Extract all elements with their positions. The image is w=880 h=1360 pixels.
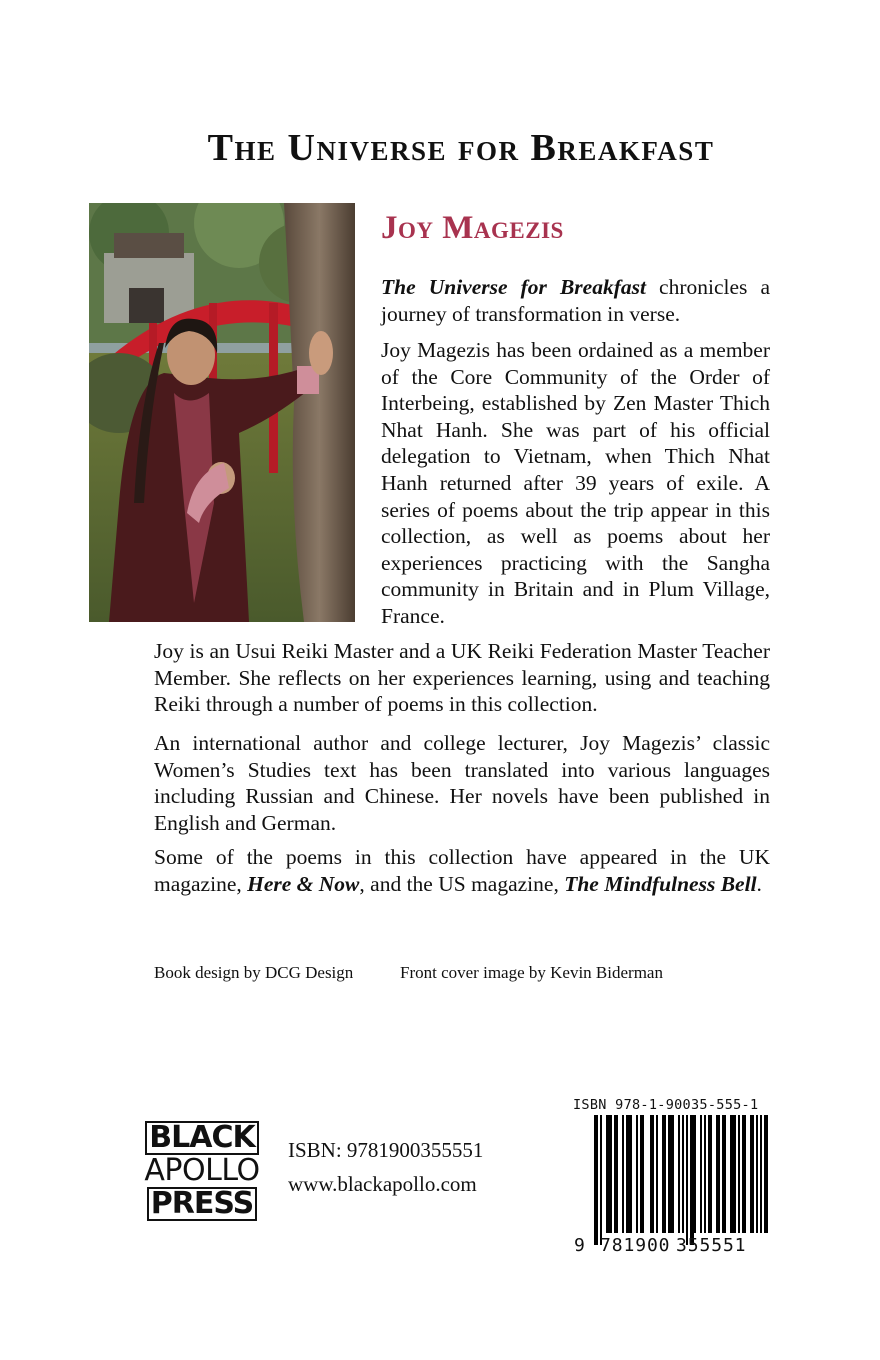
barcode-bar [650, 1115, 652, 1233]
barcode-bar [600, 1115, 602, 1245]
barcode-bar [636, 1115, 638, 1233]
barcode-bar [766, 1115, 768, 1233]
logo-line-black: BLACK [145, 1121, 258, 1155]
blurb-paragraph-1: The Universe for Breakfast chronicles a journey of transformation in verse. [381, 275, 770, 326]
barcode-bar [628, 1115, 630, 1233]
barcode-bar [614, 1115, 616, 1233]
isbn-barcode [574, 1115, 768, 1245]
barcode-bar [744, 1115, 746, 1233]
publisher-isbn: ISBN: 9781900355551 [288, 1138, 484, 1162]
barcode-bar [760, 1115, 762, 1233]
barcode-bar [732, 1115, 734, 1233]
barcode-bar [672, 1115, 674, 1233]
barcode-bar [752, 1115, 754, 1233]
barcode-isbn-label: ISBN 978-1-90035-555-1 [573, 1097, 759, 1113]
barcode-bar [642, 1115, 644, 1233]
blurb-paragraph-2: Joy Magezis has been ordained as a member of the Core Community of the Order of Interbeing, established by Zen Master Thich Nhat Hanh. She was part of his official delegation to Vietnam, when Thich Nhat Hanh returned after 39 years of exile. A series of poems about the trip appear in this collection, as well as poems about her experiences practicing with the Sangha community in Britain and in Plum Village, France. [381, 338, 770, 628]
cover-credit: Front cover image by Kevin Biderman [400, 963, 663, 982]
credits [154, 963, 663, 983]
barcode-bar [710, 1115, 712, 1233]
barcode-bar [662, 1115, 664, 1233]
barcode-bar [750, 1115, 752, 1233]
barcode-bar [596, 1115, 598, 1245]
book-title: The Universe for Breakfast [207, 127, 715, 169]
barcode-bar [756, 1115, 758, 1233]
barcode-bar [606, 1115, 608, 1233]
magazine-title: The Mindfulness Bell [564, 871, 757, 896]
blurb-paragraph-5: Some of the poems in this collection have appeared in the UK magazine, Here & Now, and the US magazine, The Mindfulness Bell. [154, 845, 770, 896]
barcode-bar [704, 1115, 706, 1233]
barcode-bar [594, 1115, 596, 1245]
barcode-bar [668, 1115, 670, 1233]
barcode-bar [734, 1115, 736, 1233]
barcode-bar [738, 1115, 740, 1233]
barcode-digit-first: 9 [574, 1235, 586, 1256]
blurb-paragraph-4: An international author and college lecturer, Joy Magezis’ classic Women’s Studies text has been translated into various languages including Russian and Chinese. Her novels have been published in English and German. [154, 731, 770, 835]
barcode-bar [678, 1115, 680, 1233]
barcode-digits-left: 781900 [600, 1235, 671, 1256]
barcode-bar [652, 1115, 654, 1233]
barcode-bar [730, 1115, 732, 1233]
barcode-bar [718, 1115, 720, 1233]
barcode-bar [608, 1115, 610, 1233]
barcode-bar [700, 1115, 702, 1233]
author-photo [89, 203, 355, 622]
barcode-bar [682, 1115, 684, 1233]
publisher-website: www.blackapollo.com [288, 1172, 477, 1196]
design-credit: Book design by DCG Design [154, 963, 354, 982]
logo-line-press: PRESS [147, 1187, 257, 1221]
barcode-bar [656, 1115, 658, 1233]
barcode-bar [616, 1115, 618, 1233]
barcode-bar [764, 1115, 766, 1233]
barcode-digits-right: 355551 [676, 1235, 747, 1256]
barcode-bar [664, 1115, 666, 1233]
barcode-bar [694, 1115, 696, 1233]
author-name: Joy Magezis [381, 210, 564, 246]
barcode-bar [742, 1115, 744, 1233]
barcode-bar [724, 1115, 726, 1233]
barcode-bar [708, 1115, 710, 1233]
barcode-bar [630, 1115, 632, 1233]
publisher-logo [140, 1121, 264, 1221]
barcode-bar [722, 1115, 724, 1233]
blurb-paragraph-3: Joy is an Usui Reiki Master and a UK Reiki Federation Master Teacher Member. She reflects on her experiences learning, using and teaching Reiki through a number of poems in this collection. [154, 639, 770, 717]
barcode-bar [690, 1115, 692, 1245]
logo-line-apollo: APOLLO [144, 1153, 260, 1188]
barcode-bar [692, 1115, 694, 1245]
book-title-italic: The Universe for Breakfast [381, 275, 646, 299]
barcode-bar [626, 1115, 628, 1233]
barcode-bar [670, 1115, 672, 1233]
barcode-bar [622, 1115, 624, 1233]
magazine-title: Here & Now [247, 871, 360, 896]
barcode-bar [610, 1115, 612, 1233]
barcode-bar [686, 1115, 688, 1245]
barcode-bar [640, 1115, 642, 1233]
barcode-bar [716, 1115, 718, 1233]
